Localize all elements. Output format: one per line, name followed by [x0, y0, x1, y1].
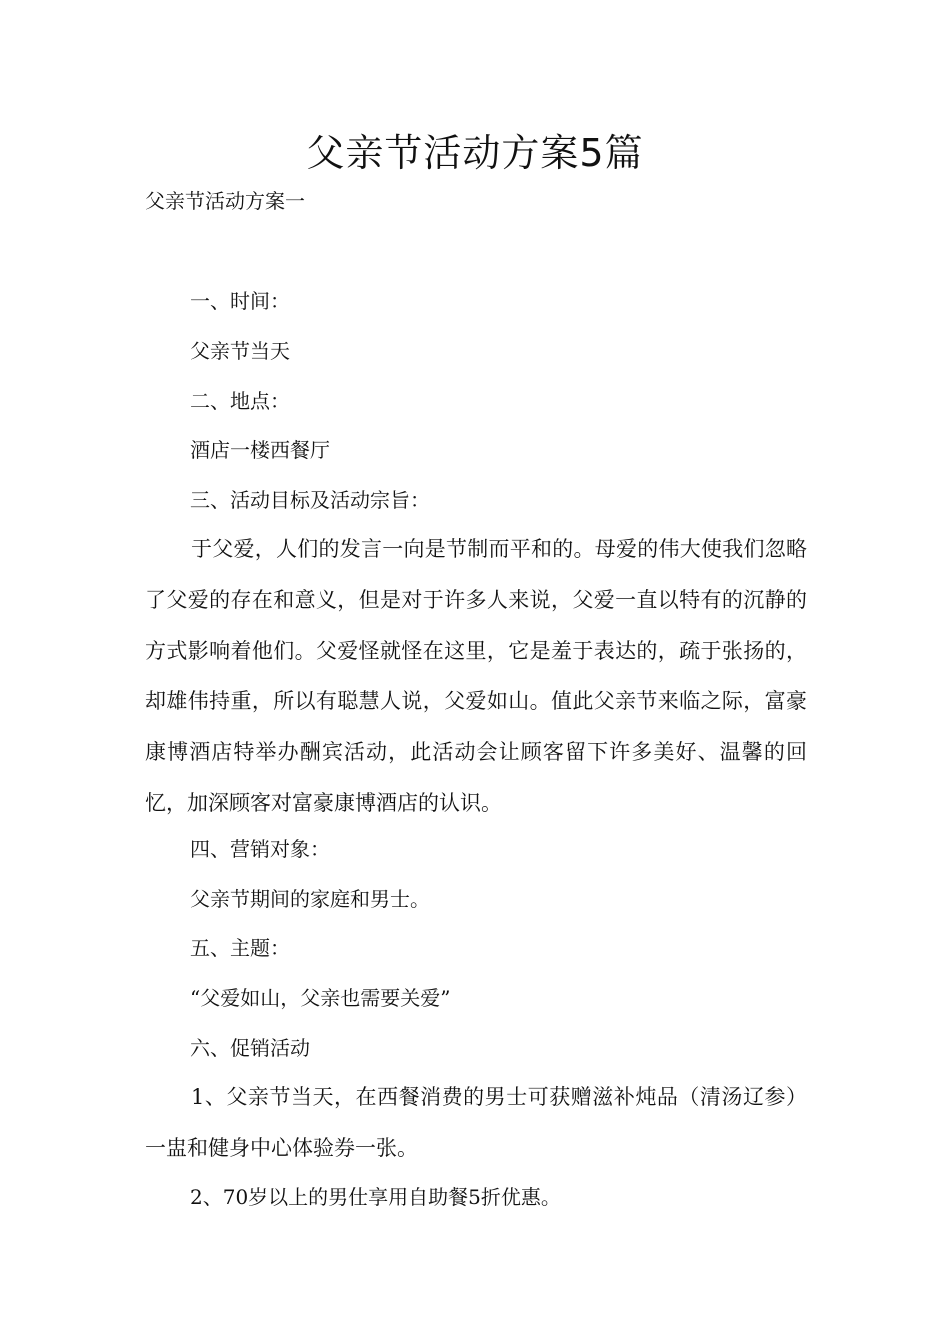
target-value: 父亲节期间的家庭和男士。 — [190, 887, 430, 911]
place-heading: 二、地点： — [190, 389, 290, 413]
promo-item-1: 1、父亲节当天，在西餐消费的男士可获赠滋补炖品（清汤辽参）一盅和健身中心体验券一张。 — [145, 1085, 807, 1160]
time-heading: 一、时间： — [190, 289, 290, 313]
goal-heading: 三、活动目标及活动宗旨： — [190, 488, 430, 512]
target-heading: 四、营销对象： — [190, 837, 330, 861]
promo-item-2: 2、70岁以上的男仕享用自助餐5折优惠。 — [190, 1185, 561, 1209]
theme-value: “父爱如山，父亲也需要关爱” — [190, 986, 451, 1010]
promo-heading: 六、促销活动 — [190, 1036, 310, 1060]
goal-body: 于父爱，人们的发言一向是节制而平和的。母爱的伟大使我们忽略了父爱的存在和意义，但是对于许多人来说，父爱一直以特有的沉静的方式影响着他们。父爱怪就怪在这里，它是羞于表达的，疏于张扬的，却雄伟持重，所以有聪慧人说，父爱如山。值此父亲节来临之际，富豪康博酒店特举办酬宾活动，此活动会让顾客留下许多美好、温馨的回忆，加深顾客对富豪康博酒店的认识。 — [145, 537, 807, 815]
theme-heading: 五、主题： — [190, 936, 290, 960]
place-value: 酒店一楼西餐厅 — [190, 438, 330, 462]
time-value: 父亲节当天 — [190, 339, 290, 363]
document-title: 父亲节活动方案5篇 — [306, 131, 644, 175]
document-subtitle: 父亲节活动方案一 — [145, 189, 305, 213]
